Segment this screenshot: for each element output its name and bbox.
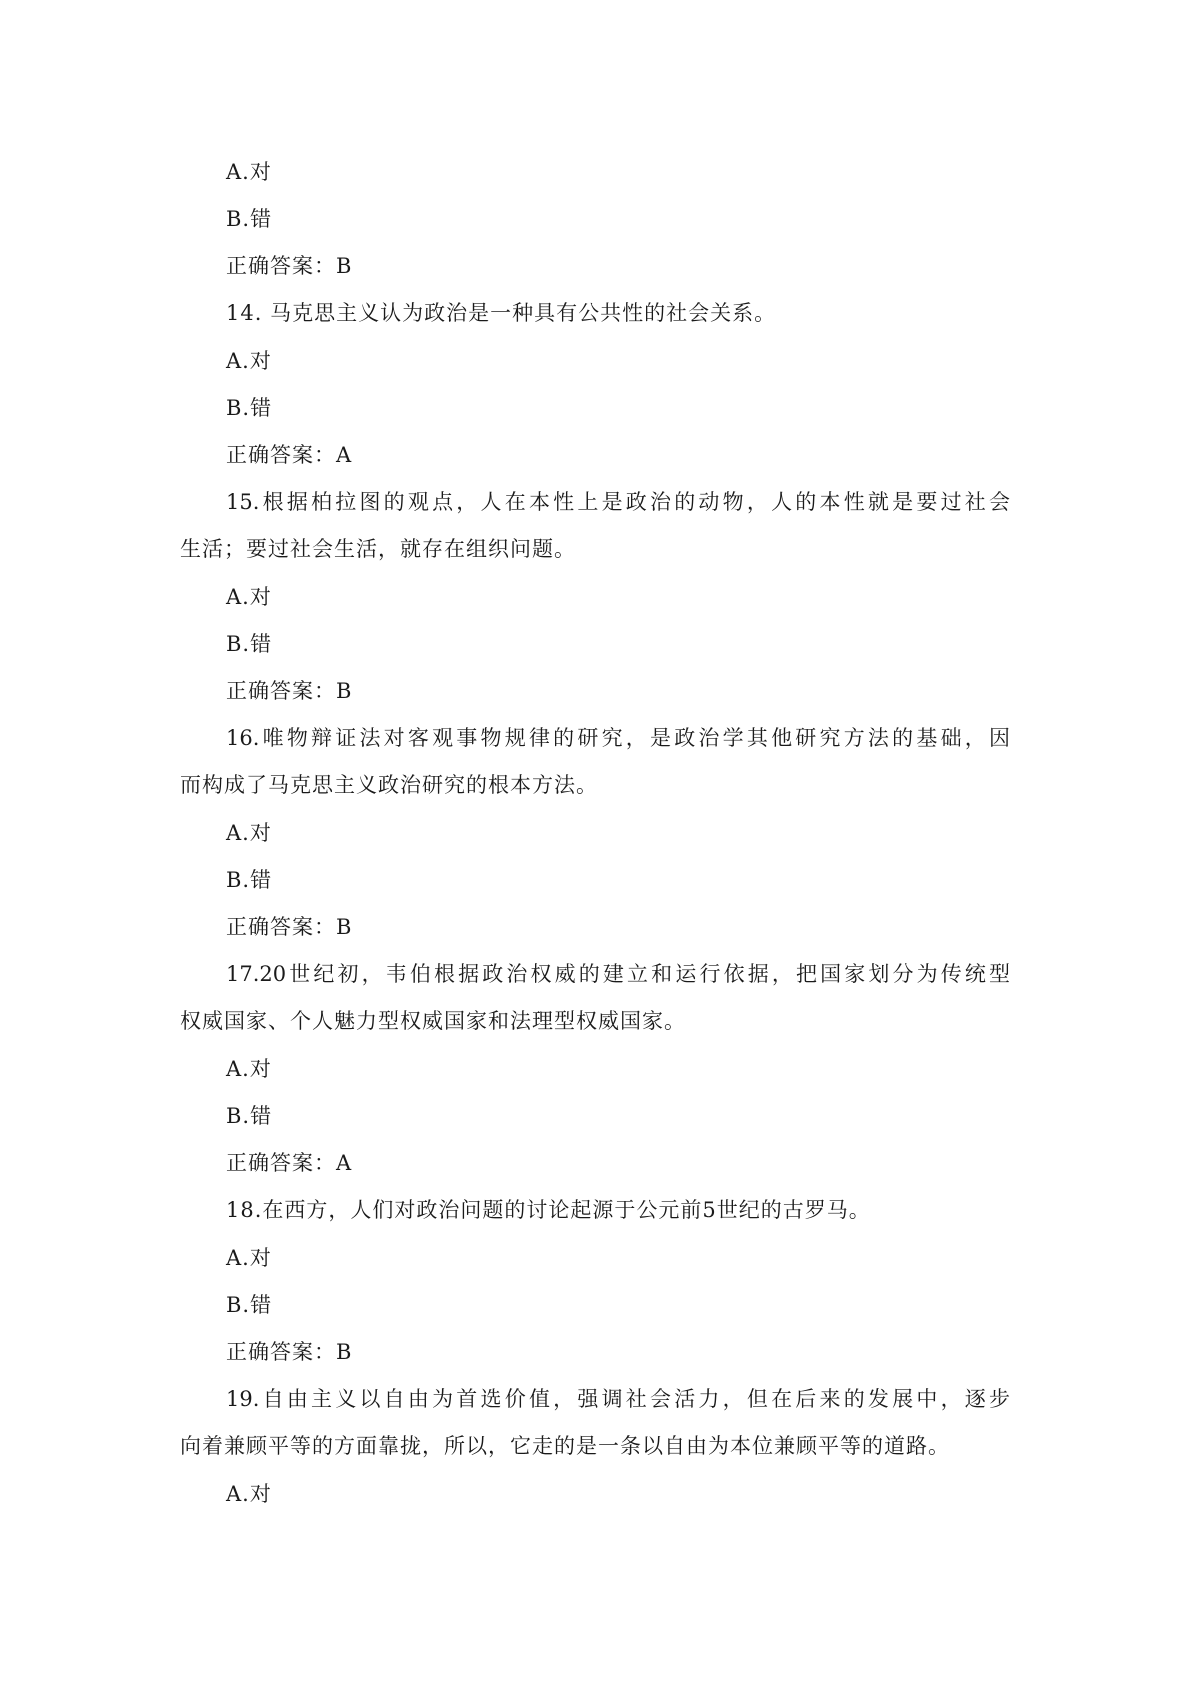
question-text-line: 19.自由主义以自由为首选价值，强调社会活力，但在后来的发展中，逐步 <box>226 1387 1010 1411</box>
answer-option: A.对 <box>226 585 272 609</box>
correct-answer: 正确答案：B <box>226 1340 353 1364</box>
answer-option: B.错 <box>226 207 273 231</box>
question-text-line: 15.根据柏拉图的观点，人在本性上是政治的动物，人的本性就是要过社会 <box>226 490 1010 514</box>
question-text-line: 18.在西方，人们对政治问题的讨论起源于公元前5世纪的古罗马。 <box>226 1198 871 1222</box>
correct-answer: 正确答案：B <box>226 679 353 703</box>
correct-answer: 正确答案：B <box>226 254 353 278</box>
answer-option: A.对 <box>226 349 272 373</box>
answer-option: B.错 <box>226 1104 273 1128</box>
answer-option: A.对 <box>226 160 272 184</box>
answer-option: A.对 <box>226 1482 272 1506</box>
question-text-line: 而构成了马克思主义政治研究的根本方法。 <box>180 773 598 797</box>
correct-answer: 正确答案：A <box>226 443 353 467</box>
answer-option: B.错 <box>226 396 273 420</box>
answer-option: A.对 <box>226 1246 272 1270</box>
question-text-line: 生活；要过社会生活，就存在组织问题。 <box>180 537 576 561</box>
question-text-line: 17.20世纪初，韦伯根据政治权威的建立和运行依据，把国家划分为传统型 <box>226 962 1010 986</box>
answer-option: A.对 <box>226 821 272 845</box>
answer-option: A.对 <box>226 1057 272 1081</box>
question-text-line: 14. 马克思主义认为政治是一种具有公共性的社会关系。 <box>226 301 777 325</box>
answer-option: B.错 <box>226 632 273 656</box>
correct-answer: 正确答案：A <box>226 1151 353 1175</box>
answer-option: B.错 <box>226 1293 273 1317</box>
question-text-line: 16.唯物辩证法对客观事物规律的研究，是政治学其他研究方法的基础，因 <box>226 726 1010 750</box>
answer-option: B.错 <box>226 868 273 892</box>
correct-answer: 正确答案：B <box>226 915 353 939</box>
question-text-line: 向着兼顾平等的方面靠拢，所以，它走的是一条以自由为本位兼顾平等的道路。 <box>180 1434 950 1458</box>
question-text-line: 权威国家、个人魅力型权威国家和法理型权威国家。 <box>180 1009 686 1033</box>
